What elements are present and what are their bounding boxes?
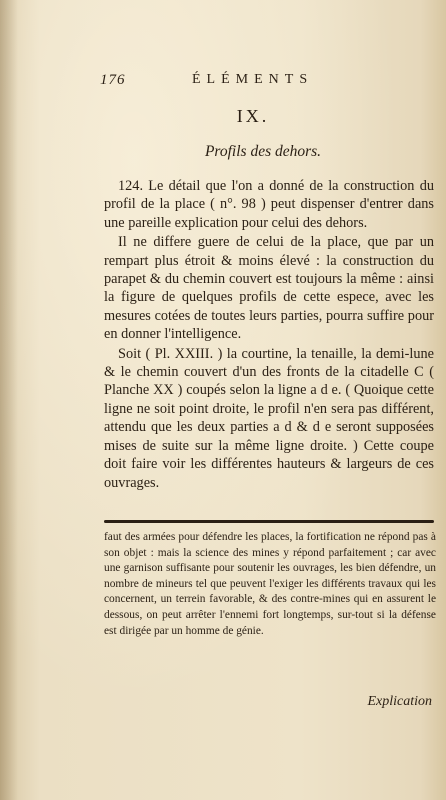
section-title: Profils des dehors.	[204, 143, 322, 160]
paragraph: Il ne differe guere de celui de la place, que par un rempart plus étroit & moins élevé : la construction du parapet & du chemin couvert est toujours la même : ainsi la figure de quelques profils de cette espece, avec les mesures cotées de toutes leurs parties, pourra suffire pour en donner l'intelligence.	[104, 234, 434, 343]
section-number: IX.	[236, 106, 270, 126]
page-number: 176	[100, 72, 126, 88]
catchword: Explication	[367, 694, 432, 709]
footnote-divider	[104, 520, 434, 523]
running-head	[100, 72, 438, 94]
footnote	[104, 530, 436, 639]
footnote-text: faut des armées pour défendre les places, la fortification ne répond pas à son objet : mais la science des mines y répond parfaitement ; car avec une garnison suffisante pour soutenir les ouvrages, les bien défendre, un nombre de mineurs tel que peuvent l'exiger les différents travaux qui les concernent, un terrein favorable, & des contre-mines qui en assurent le dessous, on peut arrêter l'ennemi fort longtemps, sur-tout si la défense est dirigée par un homme de génie.	[104, 531, 436, 637]
running-title: ÉLÉMENTS	[192, 72, 314, 87]
body-text	[104, 177, 434, 493]
paragraph: 124. Le détail que l'on a donné de la construction du profil de la place ( n°. 98 ) peut dispenser d'entrer dans une pareille explication pour celui des dehors.	[104, 178, 434, 231]
paragraph: Soit ( Pl. XXIII. ) la courtine, la tenaille, la demi-lune & le chemin couvert d'un des fronts de la citadelle C ( Planche XX ) coupés selon la ligne a d e. ( Quoique cette ligne ne soit point droite, le profil n'en sera pas différent, attendu que les deux parties a d & d e seront supposées mises de suite sur la même ligne droite. ) Cette coupe doit faire voir les différentes hauteurs & largeurs de ces ouvrages.	[104, 345, 434, 491]
